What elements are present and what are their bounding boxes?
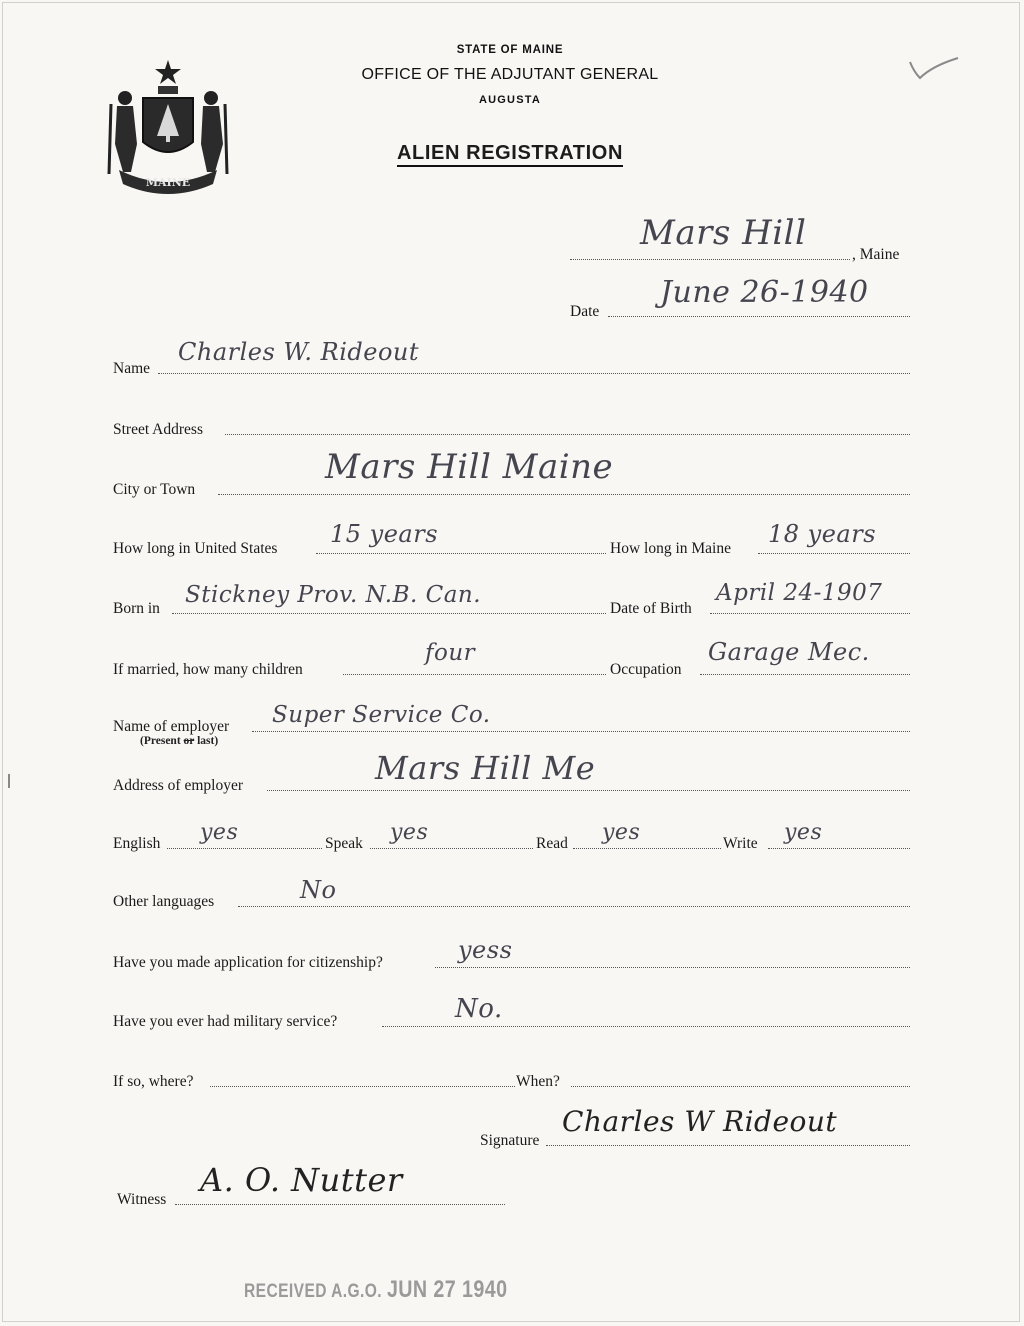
date-label: Date [570, 303, 600, 320]
how-long-maine-label: How long in Maine [610, 540, 731, 557]
name-value: Charles W. Rideout [178, 338, 420, 366]
if-so-where-line [210, 1086, 515, 1087]
married-children-line [343, 674, 606, 675]
citizenship-line [435, 967, 910, 968]
occupation-line [700, 674, 910, 675]
place-value: Mars Hill [640, 213, 807, 253]
employer-note: (Present or last) [140, 735, 219, 747]
how-long-us-label: How long in United States [113, 540, 278, 557]
signature-line [546, 1145, 910, 1146]
employer-address-value: Mars Hill Me [375, 749, 596, 787]
employer-name-value: Super Service Co. [272, 702, 491, 728]
when-line [571, 1086, 910, 1087]
city-heading: AUGUSTA [479, 94, 541, 106]
married-children-label: If married, how many children [113, 661, 303, 678]
name-label: Name [113, 360, 151, 377]
military-value: No. [455, 994, 503, 1024]
margin-mark [8, 774, 10, 788]
speak-value: yes [390, 820, 429, 845]
city-or-town-value: Mars Hill Maine [325, 447, 614, 487]
signature-label: Signature [480, 1132, 540, 1149]
signature-value: Charles W Rideout [562, 1105, 838, 1138]
maine-label: , Maine [852, 246, 900, 263]
how-long-maine-line [758, 553, 910, 554]
office-heading: OFFICE OF THE ADJUTANT GENERAL [361, 66, 659, 83]
check-mark-icon [906, 54, 962, 82]
date-of-birth-label: Date of Birth [610, 600, 692, 617]
date-value: June 26-1940 [660, 275, 869, 310]
read-value: yes [602, 820, 641, 845]
how-long-us-line [316, 553, 606, 554]
english-line [167, 848, 322, 849]
other-languages-label: Other languages [113, 893, 215, 910]
witness-label: Witness [117, 1191, 167, 1208]
place-line [570, 259, 850, 260]
witness-line [175, 1204, 505, 1205]
write-value: yes [784, 820, 823, 845]
other-languages-line [238, 906, 910, 907]
military-line [382, 1026, 910, 1027]
read-label: Read [536, 835, 568, 852]
other-languages-value: No [300, 876, 337, 904]
seal-label: MAINE [145, 176, 191, 189]
military-label: Have you ever had military service? [113, 1013, 338, 1030]
state-heading: STATE OF MAINE [456, 44, 564, 56]
date-of-birth-line [710, 613, 910, 614]
employer-name-line [252, 731, 910, 732]
city-or-town-line [218, 494, 910, 495]
city-or-town-label: City or Town [113, 481, 196, 498]
when-label: When? [516, 1073, 560, 1090]
name-line [158, 373, 910, 374]
date-of-birth-value: April 24-1907 [716, 580, 883, 606]
street-address-label: Street Address [113, 421, 203, 438]
english-label: English [113, 835, 161, 852]
form-title: ALIEN REGISTRATION [300, 142, 720, 165]
citizenship-value: yess [458, 936, 513, 964]
witness-value: A. O. Nutter [200, 1161, 403, 1199]
received-stamp [244, 1276, 507, 1304]
english-value: yes [200, 820, 239, 845]
state-seal-icon [105, 54, 231, 194]
street-address-line [225, 434, 910, 435]
children-value: four [425, 640, 476, 666]
citizenship-label: Have you made application for citizenship? [113, 954, 383, 971]
employer-address-line [267, 790, 910, 791]
write-label: Write [723, 835, 758, 852]
born-in-line [172, 613, 606, 614]
received-stamp-text: RECEIVED A.G.O. [244, 1281, 383, 1302]
received-stamp-date: JUN 27 1940 [386, 1276, 508, 1303]
how-long-maine-value: 18 years [768, 520, 877, 548]
date-line [608, 316, 910, 317]
how-long-us-value: 15 years [330, 520, 439, 548]
speak-line [370, 848, 533, 849]
speak-label: Speak [325, 835, 363, 852]
if-so-where-label: If so, where? [113, 1073, 194, 1090]
employer-address-label: Address of employer [113, 777, 243, 794]
born-in-value: Stickney Prov. N.B. Can. [185, 582, 482, 608]
read-line [573, 848, 721, 849]
born-in-label: Born in [113, 600, 160, 617]
employer-name-label: Name of employer [113, 718, 230, 735]
occupation-label: Occupation [610, 661, 682, 678]
occupation-value: Garage Mec. [708, 638, 870, 666]
write-line [768, 848, 910, 849]
